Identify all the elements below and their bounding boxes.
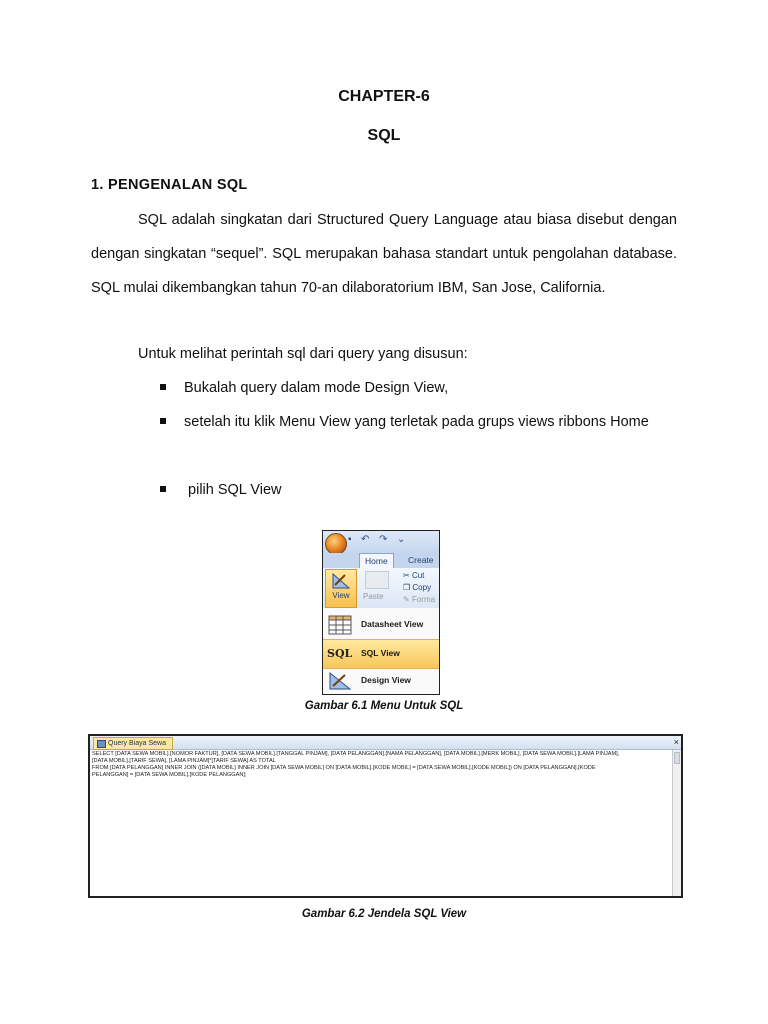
paste-label: Paste <box>363 592 384 601</box>
figure-sql-view-window <box>88 734 683 898</box>
bullet-item-3: pilih SQL View <box>184 482 282 498</box>
menu-item-label: SQL View <box>361 648 400 658</box>
view-dropdown-menu <box>323 608 439 694</box>
dropdown-icon[interactable]: ⌄ <box>397 534 406 545</box>
menu-item-sql-view[interactable] <box>323 639 439 669</box>
copy-button[interactable]: ❐ Copy <box>403 583 432 592</box>
chapter-heading: CHAPTER-6 <box>338 88 430 105</box>
window-title-bar <box>90 736 681 750</box>
menu-item-datasheet-view[interactable] <box>323 611 439 639</box>
sql-editor[interactable] <box>92 751 670 779</box>
figure-view-menu <box>322 530 440 695</box>
sql-icon: SQL <box>327 647 353 660</box>
redo-icon[interactable]: ↷ <box>379 534 388 545</box>
office-button-icon[interactable] <box>325 533 347 555</box>
scrollbar-thumb[interactable] <box>674 752 680 764</box>
tab-create[interactable]: Create <box>408 555 434 565</box>
query-icon <box>97 740 106 748</box>
sql-line: SELECT [DATA SEWA MOBIL].[NOMOR FAKTUR], [DATA SEWA MOBIL].[TANGGAL PINJAM], [DATA PELANGGAN].[NAMA PELANGGAN], [DATA MOBIL].[MERK MOBIL], [DATA SEWA MOBIL].[LAMA PINJAM], <box>92 751 620 757</box>
paragraph-text: SQL adalah singkatan dari Structured Query Language atau biasa disebut dengan dengan singkatan “sequel”. SQL merupakan bahasa standart untuk pengolahan database. SQL mulai dikembangkan tahun 70-an dilaboratorium IBM, San Jose, California. <box>91 212 677 296</box>
bullet-item-2: setelah itu klik Menu View yang terletak pada grups views ribbons Home <box>184 414 649 430</box>
figure-caption-1: Gambar 6.1 Menu Untuk SQL <box>304 700 464 712</box>
query-tab-title: Query Biaya Sewa <box>108 740 166 747</box>
design-ruler-icon <box>328 671 352 691</box>
bullet-marker <box>160 418 166 424</box>
sql-line: FROM [DATA PELANGGAN] INNER JOIN ([DATA MOBIL] INNER JOIN [DATA SEWA MOBIL] ON [DATA MOBIL].[KODE MOBIL] = [DATA SEWA MOBIL].[KODE MOBIL]) ON [DATA PELANGGAN].[KODE <box>92 765 596 771</box>
query-tab[interactable] <box>93 737 173 750</box>
instruction-text: Untuk melihat perintah sql dari query yang disusun: <box>138 346 468 362</box>
copy-label: Copy <box>412 583 432 592</box>
menu-item-design-view[interactable] <box>323 667 439 695</box>
sql-line: [DATA MOBIL].[TARIF SEWA], [LAMA PINJAM]*[TARIF SEWA] AS TOTAL <box>92 758 276 764</box>
undo-icon[interactable]: ↶ <box>361 534 370 545</box>
close-icon[interactable]: × <box>673 737 679 747</box>
design-ruler-icon <box>331 572 351 590</box>
menu-item-label: Design View <box>361 675 411 685</box>
chapter-subtitle: SQL <box>367 127 401 144</box>
datasheet-icon <box>328 615 352 635</box>
figure-caption-2: Gambar 6.2 Jendela SQL View <box>301 908 467 920</box>
format-painter-button[interactable]: ✎ Forma <box>403 595 436 604</box>
vertical-scrollbar[interactable] <box>672 750 681 896</box>
view-button-label: View <box>332 591 350 600</box>
sql-line: PELANGGAN] = [DATA SEWA MOBIL].[KODE PELANGGAN]; <box>92 772 247 778</box>
paste-icon[interactable] <box>365 571 389 589</box>
cut-label: Cut <box>411 571 425 580</box>
bullet-item-1: Bukalah query dalam mode Design View, <box>184 380 449 396</box>
view-button[interactable] <box>325 569 357 608</box>
section-heading: 1. PENGENALAN SQL <box>91 177 248 193</box>
bullet-marker <box>160 486 166 492</box>
intro-paragraph <box>91 203 677 305</box>
menu-item-label: Datasheet View <box>361 619 424 629</box>
format-painter-label: Forma <box>411 595 436 604</box>
tab-home[interactable]: Home <box>359 553 394 569</box>
save-icon[interactable]: ▪ <box>348 534 352 545</box>
bullet-marker <box>160 384 166 390</box>
cut-button[interactable]: ✂ Cut <box>403 571 425 580</box>
